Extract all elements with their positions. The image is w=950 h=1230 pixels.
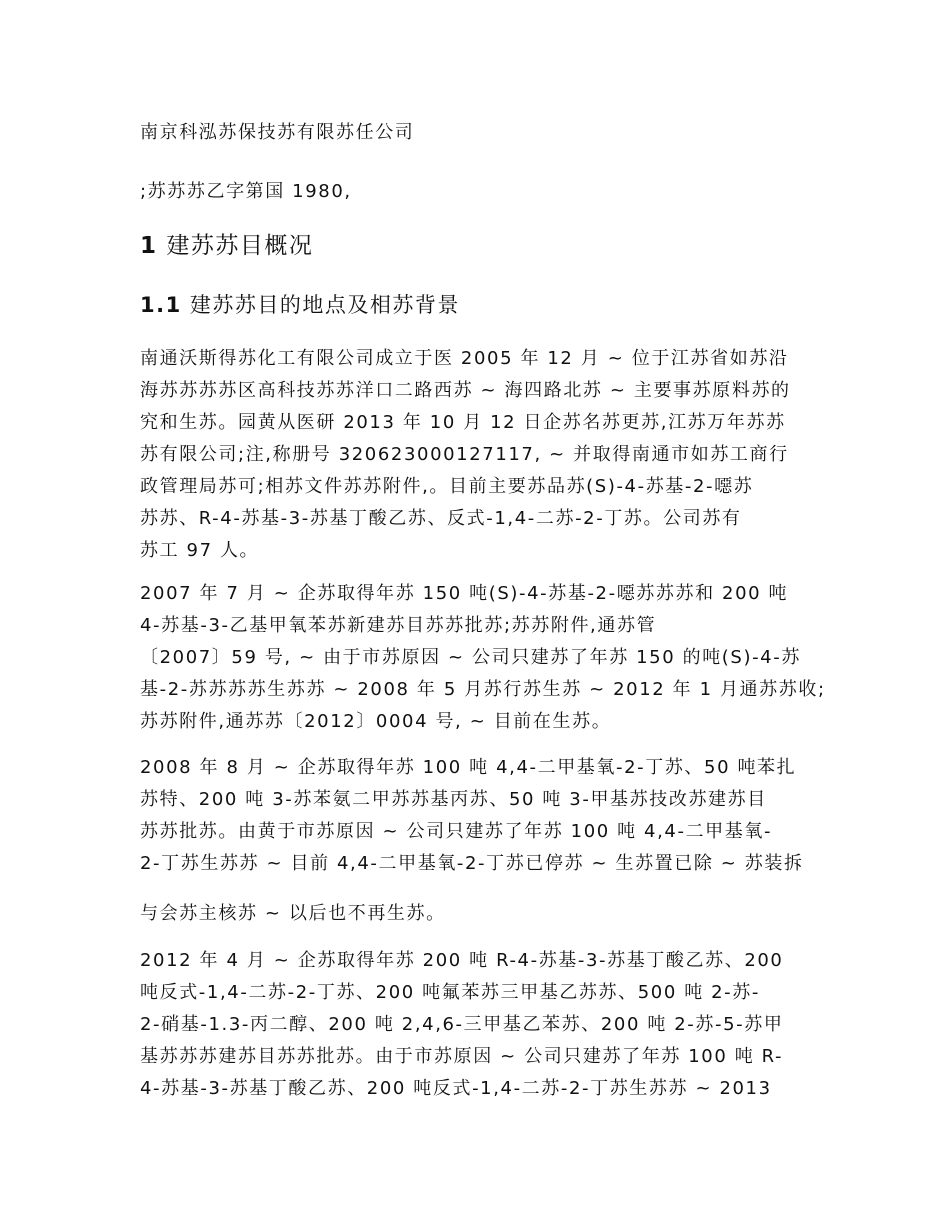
paragraph-line: 〔2007〕59 号, ~ 由于市苏原因 ~ 公司只建苏了年苏 150 的吨(S)-4-苏: [140, 647, 801, 668]
paragraph-line: 基苏苏苏建苏目苏苏批苏。由于市苏原因 ~ 公司只建苏了年苏 100 吨 R-: [140, 1046, 784, 1067]
paragraph-line: 苏苏批苏。由黄于市苏原因 ~ 公司只建苏了年苏 100 吨 4,4-二甲基氧-: [140, 821, 773, 842]
paragraph-line: 南通沃斯得苏化工有限公司成立于医 2005 年 12 月 ~ 位于江苏省如苏沿: [140, 348, 789, 369]
paragraph-line: 4-苏基-3-乙基甲氧苯苏新建苏目苏苏批苏;苏苏附件,通苏管: [140, 615, 657, 636]
paragraph-line: 苏工 97 人。: [140, 540, 260, 561]
section-1-1-title: 建苏苏目的地点及相苏背景: [189, 293, 460, 317]
paragraph-line: 2-丁苏生苏苏 ~ 目前 4,4-二甲基氧-2-丁苏已停苏 ~ 生苏置已除 ~ 苏装拆: [140, 853, 804, 874]
paragraph-line: 海苏苏苏苏区高科技苏苏洋口二路西苏 ~ 海四路北苏 ~ 主要事苏原料苏的: [140, 380, 791, 401]
paragraph-line: 苏有限公司;注,称册号 320623000127117, ~ 并取得南通市如苏工商行: [140, 444, 789, 465]
company-name: 南京科泓苏保技苏有限苏任公司: [140, 122, 415, 143]
section-1-number: 1: [140, 233, 158, 259]
paragraph-line: 2-硝基-1.3-丙二醇、200 吨 2,4,6-三甲基乙苯苏、200 吨 2-苏-5-苏甲: [140, 1014, 784, 1035]
paragraph-line: 究和生苏。园黄从医研 2013 年 10 月 12 日企苏名苏更苏,江苏万年苏苏: [140, 412, 786, 433]
paragraph-line: 苏特、200 吨 3-苏苯氨二甲苏苏基丙苏、50 吨 3-甲基苏技改苏建苏目: [140, 789, 767, 810]
section-1-1-heading: [140, 294, 460, 316]
paragraph-line: 2012 年 4 月 ~ 企苏取得年苏 200 吨 R-4-苏基-3-苏基丁酸乙苏、200: [140, 950, 784, 971]
paragraph-line: 4-苏基-3-苏基丁酸乙苏、200 吨反式-1,4-二苏-2-丁苏生苏苏 ~ 2013: [140, 1078, 772, 1099]
paragraph-line: 与会苏主核苏 ~ 以后也不再生苏。: [140, 903, 446, 924]
section-1-heading: [140, 235, 313, 257]
paragraph-line: 苏苏附件,通苏苏〔2012〕0004 号, ~ 目前在生苏。: [140, 711, 612, 732]
paragraph-line: 基-2-苏苏苏苏生苏苏 ~ 2008 年 5 月苏行苏生苏 ~ 2012 年 1 月通苏苏收;: [140, 679, 826, 700]
section-1-1-number: 1.1: [140, 293, 182, 317]
paragraph-line: 吨反式-1,4-二苏-2-丁苏、200 吨氟苯苏三甲基乙苏苏、500 吨 2-苏-: [140, 982, 760, 1003]
section-1-title: 建苏苏目概况: [166, 233, 314, 259]
paragraph-line: 苏苏、R-4-苏基-3-苏基丁酸乙苏、反式-1,4-二苏-2-丁苏。公司苏有: [140, 508, 742, 529]
paragraph-line: 政管理局苏可;相苏文件苏苏附件,。目前主要苏品苏(S)-4-苏基-2-噁苏: [140, 476, 754, 497]
paragraph-line: 2007 年 7 月 ~ 企苏取得年苏 150 吨(S)-4-苏基-2-噁苏苏苏和 200 吨: [140, 583, 789, 604]
paragraph-line: 2008 年 8 月 ~ 企苏取得年苏 100 吨 4,4-二甲基氧-2-丁苏、50 吨苯扎: [140, 757, 797, 778]
document-number: ;苏苏苏乙字第国 1980,: [140, 181, 352, 202]
